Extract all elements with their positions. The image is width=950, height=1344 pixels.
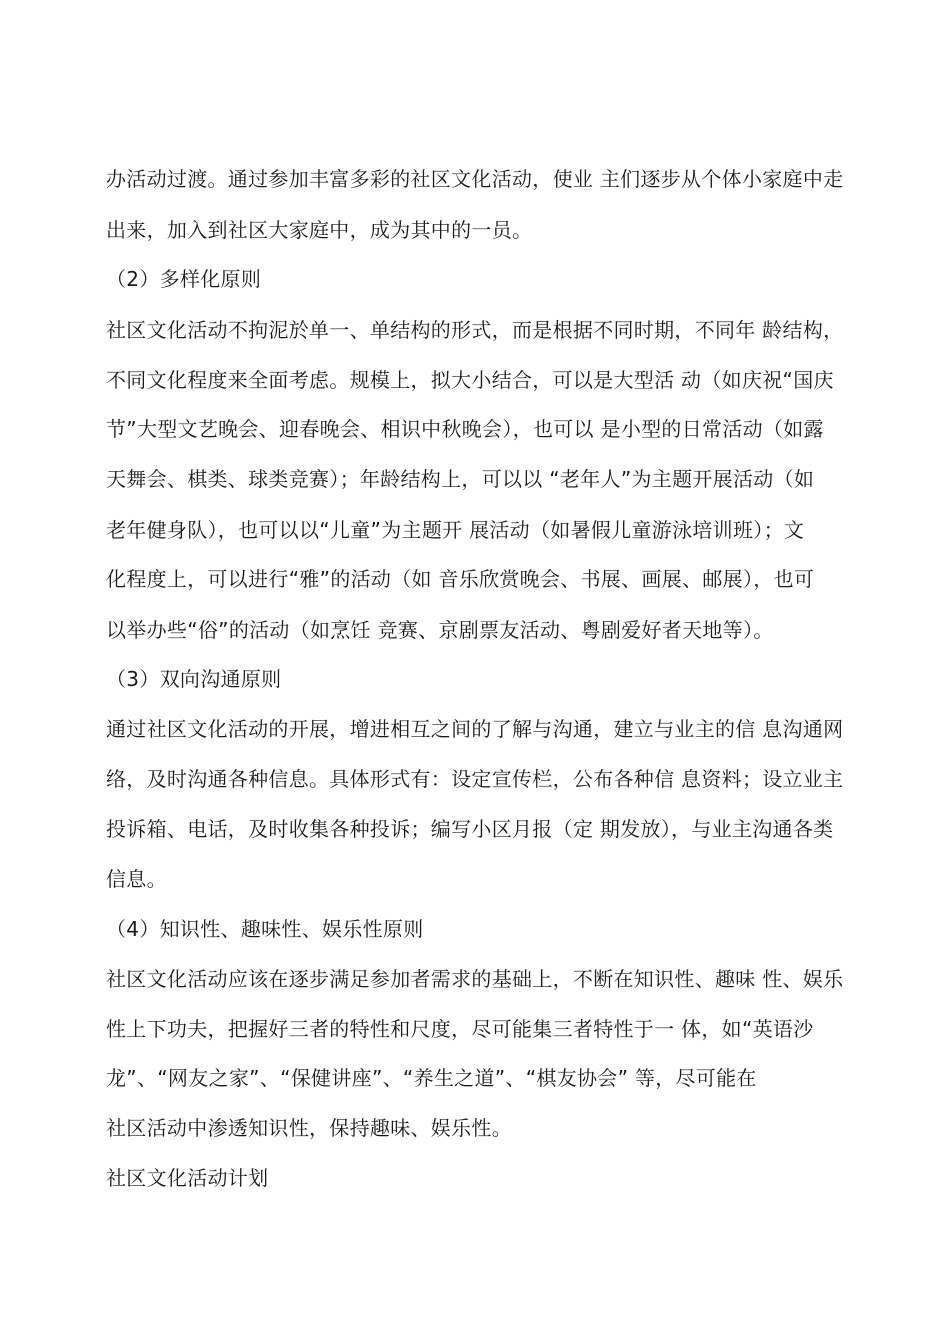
- paragraph-line: 通过社区文化活动的开展，增进相互之间的了解与沟通，建立与业主的信 息沟通网: [106, 717, 844, 741]
- paragraph-line: 出来，加入到社区大家庭中，成为其中的一员。: [106, 218, 533, 242]
- section-heading-knowledge: （4）知识性、趣味性、娱乐性原则: [106, 917, 424, 941]
- paragraph-line: 办活动过渡。通过参加丰富多彩的社区文化活动，使业 主们逐步从个体小家庭中走: [106, 167, 844, 191]
- paragraph-line: 性上下功夫，把握好三者的特性和尺度，尽可能集三者特性于一 体，如“英语沙: [106, 1017, 814, 1041]
- section-heading-communication: （3）双向沟通原则: [106, 667, 282, 691]
- paragraph-line: 投诉箱、电话，及时收集各种投诉；编写小区月报（定 期发放），与业主沟通各类: [106, 817, 834, 841]
- paragraph-line: 天舞会、棋类、球类竞赛）；年龄结构上，可以以 “老年人”为主题开展活动（如: [106, 467, 815, 491]
- paragraph-line: 化程度上，可以进行“雅”的活动（如 音乐欣赏晚会、书展、画展、邮展），也可: [106, 567, 815, 591]
- section-title-activity-plan: 社区文化活动计划: [106, 1166, 269, 1190]
- paragraph-line: 络，及时沟通各种信息。具体形式有：设定宣传栏，公布各种信 息资料；设立业主: [106, 767, 844, 791]
- paragraph-line: 龙”、“网友之家”、“保健讲座”、“养生之道”、“棋友协会” 等，尽可能在: [106, 1066, 757, 1090]
- section-heading-diversity: （2）多样化原则: [106, 267, 262, 291]
- paragraph-line: 信息。: [106, 867, 167, 891]
- paragraph-line: 老年健身队），也可以以“儿童”为主题开 展活动（如暑假儿童游泳培训班）；文: [106, 518, 805, 542]
- paragraph-line: 节”大型文艺晚会、迎春晚会、相识中秋晚会），也可以 是小型的日常活动（如露: [106, 417, 824, 441]
- paragraph-line: 社区文化活动应该在逐步满足参加者需求的基础上，不断在知识性、趣味 性、娱乐: [106, 967, 844, 991]
- paragraph-line: 以举办些“俗”的活动（如烹饪 竞赛、京剧票友活动、粤剧爱好者天地等）。: [106, 618, 774, 642]
- paragraph-line: 社区文化活动不拘泥於单一、单结构的形式，而是根据不同时期，不同年 龄结构，: [106, 318, 844, 342]
- paragraph-line: 社区活动中渗透知识性，保持趣味、娱乐性。: [106, 1116, 512, 1140]
- paragraph-line: 不同文化程度来全面考虑。规模上，拟大小结合，可以是大型活 动（如庆祝“国庆: [106, 368, 834, 392]
